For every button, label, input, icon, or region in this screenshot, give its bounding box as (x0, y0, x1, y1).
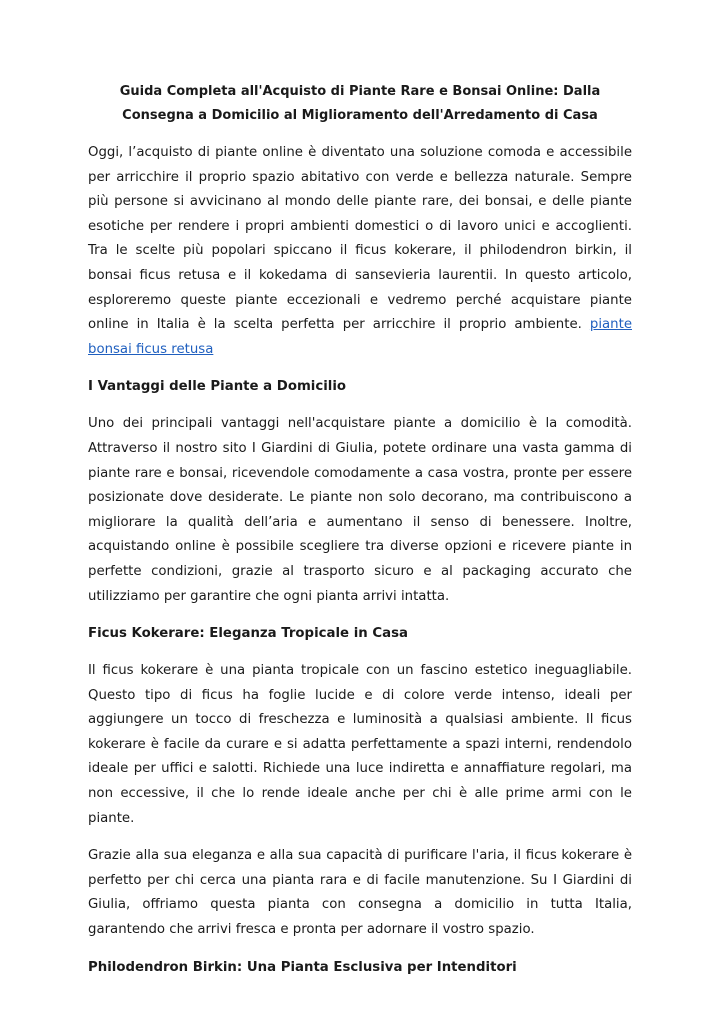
ficus-kokerare-paragraph-2: Grazie alla sua eleganza e alla sua capacità di purificare l'aria, il ficus kokerare è perfetto per chi cerca una pianta rara e di facile manutenzione. Su I Giardini di Giulia, offriamo questa pianta con consegna a domicilio in tutta Italia, garantendo che arrivi fresca e pronta per adornare il vostro spazio. (88, 848, 632, 938)
vantaggi-paragraph: Uno dei principali vantaggi nell'acquistare piante a domicilio è la comodità. Attraverso il nostro sito I Giardini di Giulia, potete ordinare una vasta gamma di piante rare e bonsai, ricevendole comodamente a casa vostra, pronte per essere posizionate dove desiderate. Le piante non solo decorano, ma contribuiscono a migliorare la qualità dell’aria e aumentano il senso di benessere. Inoltre, acquistando online è possibile scegliere tra diverse opzioni e ricevere piante in perfette condizioni, grazie al trasporto sicuro e al packaging accurato che utilizziamo per garantire che ogni pianta arrivi intatta. (88, 416, 632, 604)
document-page (88, 80, 632, 993)
section-heading-vantaggi: I Vantaggi delle Piante a Domicilio (88, 379, 347, 395)
intro-text: Oggi, l’acquisto di piante online è diventato una soluzione comoda e accessibile per arricchire il proprio spazio abitativo con verde e bellezza naturale. Sempre più persone si avvicinano al mondo delle piante rare, dei bonsai, e delle piante esotiche per rendere i propri ambienti domestici o di lavoro unici e accoglienti. Tra le scelte più popolari spiccano il ficus kokerare, il philodendron birkin, il bonsai ficus retusa e il kokedama di sansevieria laurentii. In questo articolo, esploreremo queste piante eccezionali e vedremo perché acquistare piante online in Italia è la scelta perfetta per arricchire il proprio ambiente. (88, 145, 632, 333)
section-heading-philodendron-birkin: Philodendron Birkin: Una Pianta Esclusiva per Intenditori (88, 959, 517, 975)
title-line-2: Consegna a Domicilio al Miglioramento dell'Arredamento di Casa (122, 108, 598, 123)
document-title (88, 80, 632, 128)
ficus-retusa-link[interactable]: piante bonsai ficus retusa (88, 317, 632, 357)
title-line-1: Guida Completa all'Acquisto di Piante Rare e Bonsai Online: Dalla (119, 84, 601, 99)
intro-paragraph (88, 141, 632, 362)
section-heading-ficus-kokerare: Ficus Kokerare: Eleganza Tropicale in Casa (88, 626, 408, 642)
ficus-kokerare-paragraph-1: Il ficus kokerare è una pianta tropicale con un fascino estetico ineguagliabile. Questo tipo di ficus ha foglie lucide e di colore verde intenso, ideali per aggiungere un tocco di freschezza e luminosità a qualsiasi ambiente. Il ficus kokerare è facile da curare e si adatta perfettamente a spazi interni, rendendolo ideale per uffici e salotti. Richiede una luce indiretta e annaffiature regolari, ma non eccessive, il che lo rende ideale anche per chi è alle prime armi con le piante. (88, 663, 632, 826)
